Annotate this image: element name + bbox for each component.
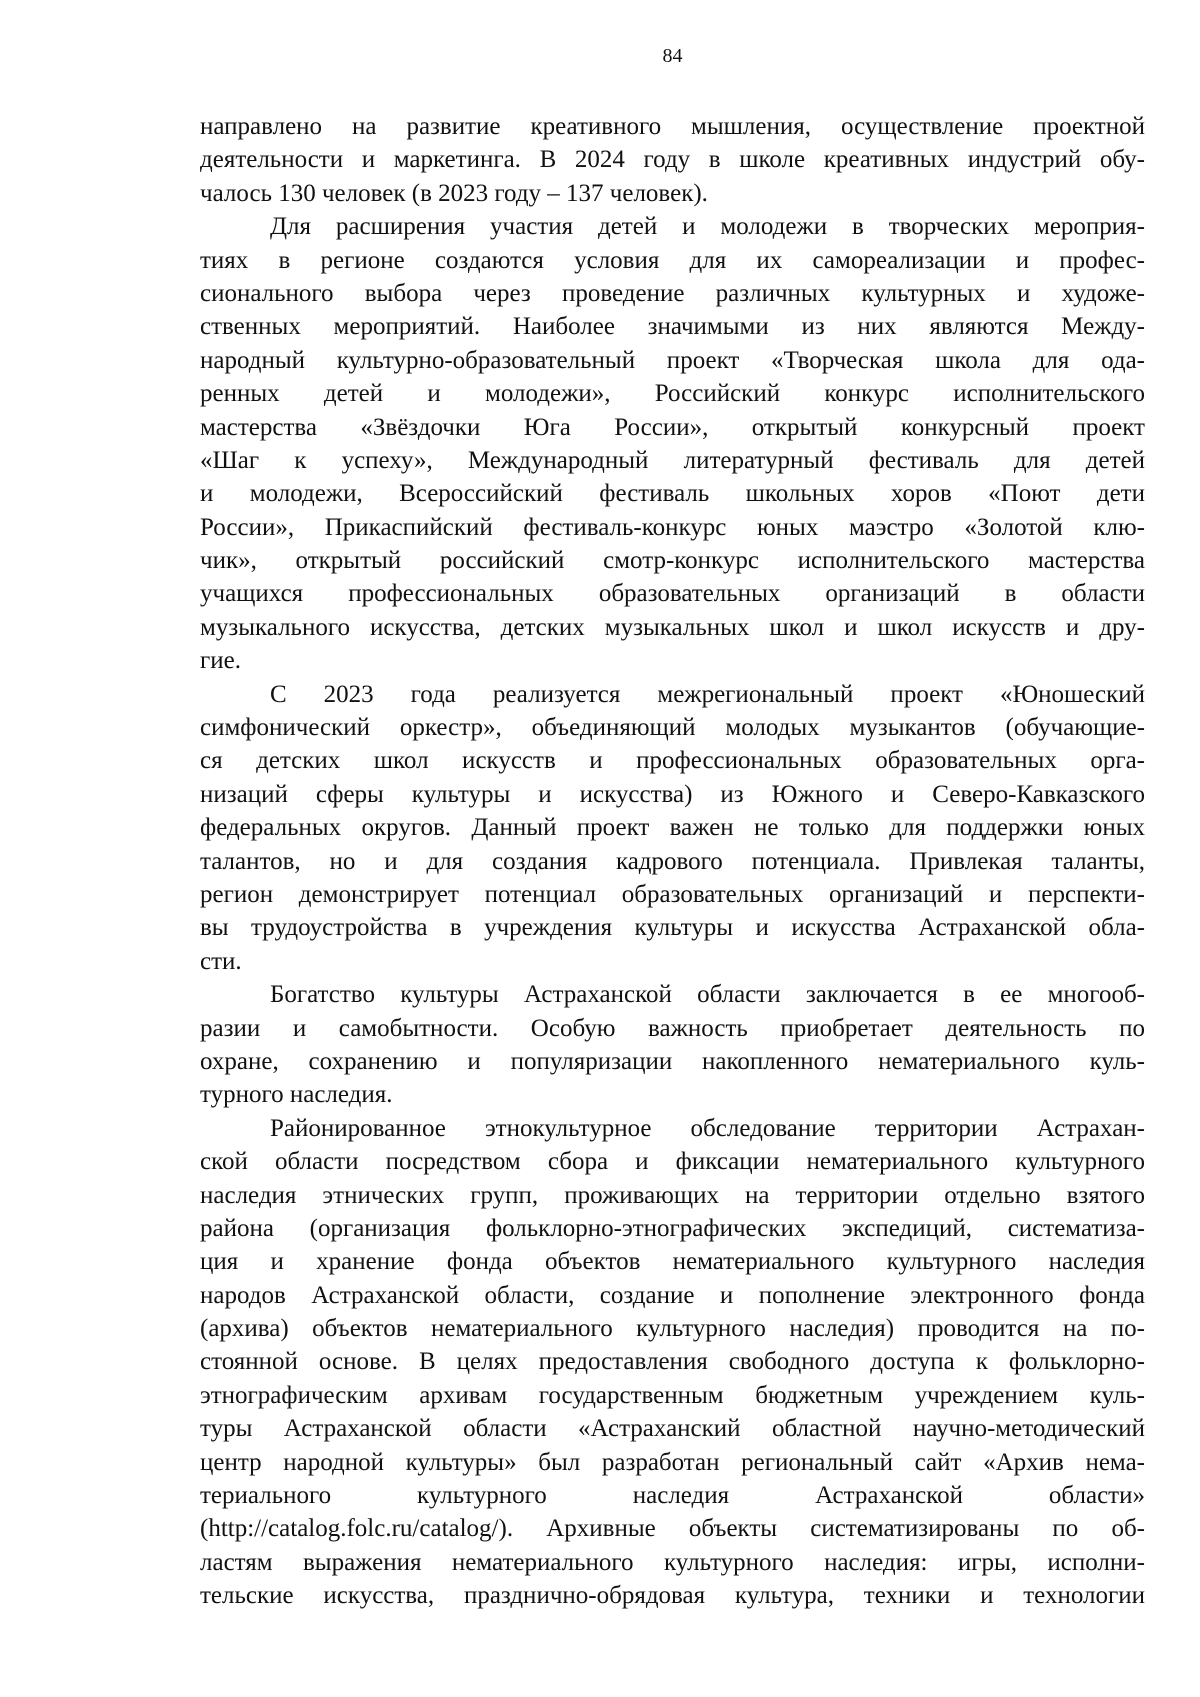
text-line: народов Астраханской области, создание и пополнение электронного фонда [200,1281,1145,1309]
page-number: 84 [662,45,683,67]
text-line: стоянной основе. В целях предоставления свободного доступа к фольклорно- [200,1348,1145,1376]
text-line: Для расширения участия детей и молодежи в творческих мероприя- [270,213,1145,241]
text-line: симфонический оркестр», объединяющий молодых музыкантов (обучающие- [200,714,1145,742]
text-line: чалось 130 человек (в 2023 году – 137 человек). [200,179,708,207]
text-line: сионального выбора через проведение различных культурных и художе- [200,279,1145,307]
text-line: охране, сохранению и популяризации накопленного нематериального куль- [200,1047,1145,1075]
text-line: чик», открытый российский смотр-конкурс исполнительского мастерства [200,547,1145,575]
text-line: ся детских школ искусств и профессиональных образовательных орга- [200,747,1145,775]
text-line: туры Астраханской области «Астраханский областной научно-методический [200,1415,1145,1443]
text-line: наследия этнических групп, проживающих на территории отдельно взятого [200,1181,1145,1209]
text-line: Районированное этнокультурное обследование территории Астрахан- [270,1114,1145,1142]
text-line: ластям выражения нематериального культурного наследия: игры, исполни- [200,1548,1145,1576]
text-line: териального культурного наследия Астраханской области» [200,1482,1145,1510]
text-line: сти. [200,947,242,975]
text-line: (http://catalog.folc.ru/catalog/). Архивные объекты систематизированы по об- [200,1515,1145,1543]
text-line: направлено на развитие креативного мышления, осуществление проектной [200,113,1145,140]
paragraph-cultural-richness [200,978,1145,1112]
text-line: гие. [200,647,241,675]
text-line: учащихся профессиональных образовательных организаций в области [200,580,1145,608]
text-line: низаций сферы культуры и искусства) из Южного и Северо-Кавказского [200,780,1145,808]
text-line: турного наследия. [200,1081,393,1109]
text-line: народный культурно-образовательный проект «Творческая школа для ода- [200,346,1145,374]
text-line: района (организация фольклорно-этнографических экспедиций, систематиза- [200,1214,1145,1242]
text-line: тельские искусства, празднично-обрядовая культура, техники и технологии [200,1582,1145,1610]
text-line: (архива) объектов нематериального культурного наследия) проводится на по- [200,1315,1145,1343]
text-line: ция и хранение фонда объектов нематериального культурного наследия [200,1248,1145,1276]
text-line: музыкального искусства, детских музыкальных школ и школ искусств и дру- [200,613,1145,641]
text-line: ской области посредством сбора и фиксации нематериального культурного [200,1148,1145,1176]
text-line: ренных детей и молодежи», Российский конкурс исполнительского [200,380,1145,408]
paragraph-youth-orchestra [200,678,1145,979]
paragraph-continuation [200,110,1145,210]
text-line: талантов, но и для создания кадрового потенциала. Привлекая таланты, [200,847,1145,875]
text-line: ственных мероприятий. Наиболее значимыми из них являются Между- [200,313,1145,341]
text-line: вы трудоустройства в учреждения культуры и искусства Астраханской обла- [200,914,1145,942]
text-line: и молодежи, Всероссийский фестиваль школьных хоров «Поют дети [200,480,1145,508]
text-line: центр народной культуры» был разработан региональный сайт «Архив нема- [200,1448,1145,1476]
text-line: «Шаг к успеху», Международный литературный фестиваль для детей [200,446,1145,474]
text-line: С 2023 года реализуется межрегиональный проект «Юношеский [270,680,1145,708]
text-line: этнографическим архивам государственным бюджетным учреждением куль- [200,1381,1145,1409]
text-line: мастерства «Звёздочки Юга России», открытый конкурсный проект [200,413,1145,441]
text-line: тиях в регионе создаются условия для их самореализации и профес- [200,246,1145,274]
text-line: разии и самобытности. Особую важность приобретает деятельность по [200,1014,1145,1042]
text-line: Богатство культуры Астраханской области заключается в ее многооб- [270,981,1145,1009]
text-line: регион демонстрирует потенциал образовательных организаций и перспекти- [200,880,1145,908]
paragraph-youth-events [200,210,1145,677]
paragraph-ethnocultural-survey [200,1112,1145,1613]
text-line: федеральных округов. Данный проект важен не только для поддержки юных [200,814,1145,842]
text-line: России», Прикаспийский фестиваль-конкурс юных маэстро «Золотой клю- [200,513,1145,541]
document-body [200,110,1145,1613]
text-line: деятельности и маркетинга. В 2024 году в школе креативных индустрий обу- [200,146,1145,174]
